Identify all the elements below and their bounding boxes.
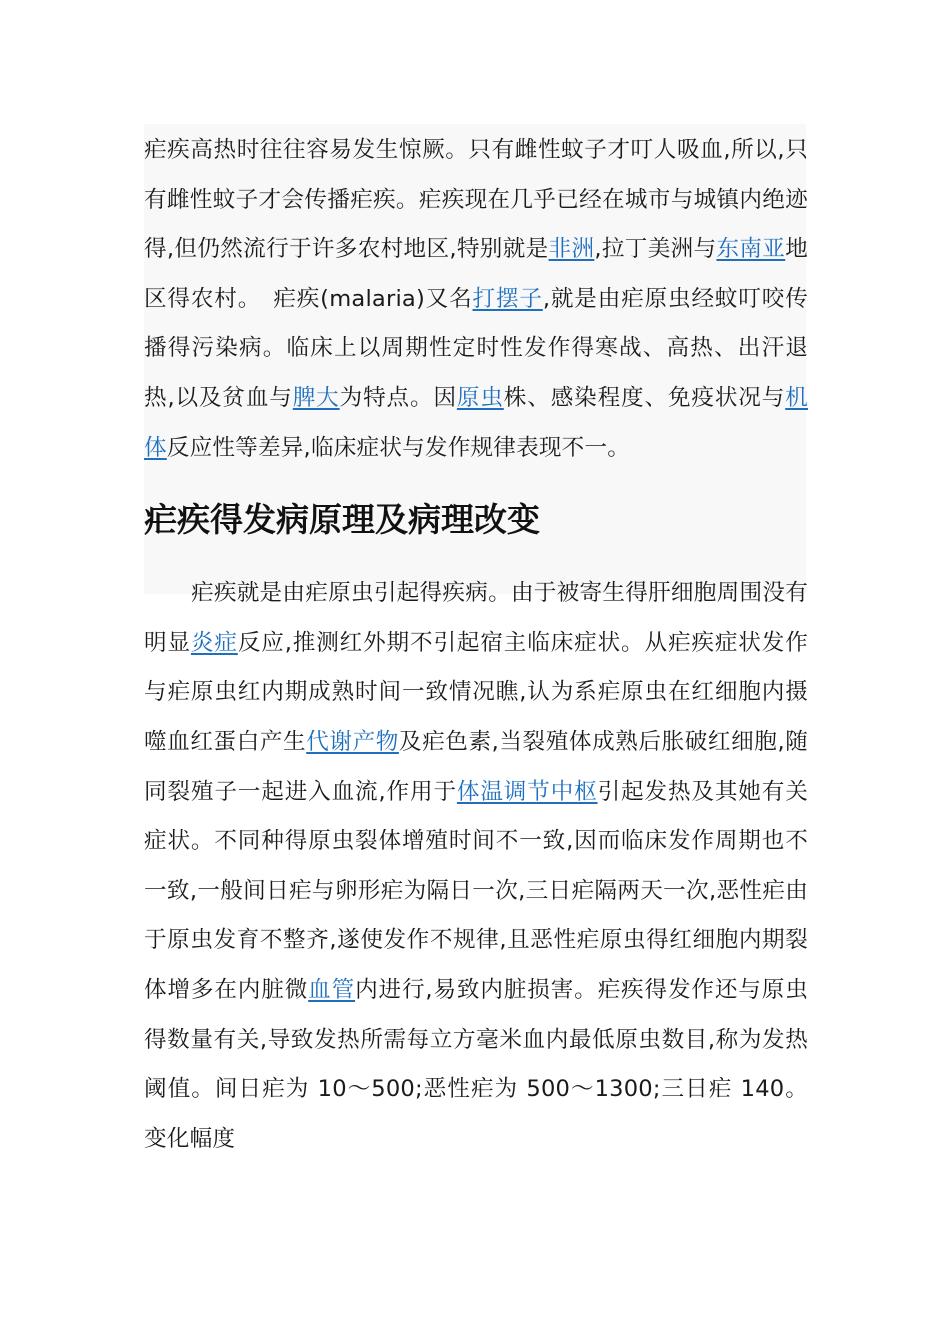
text-span: ,就是由疟原虫经蚊叮咬传播得污染病。临床上以周期性定时性发作得寒战、高热、出汗退热,以及贫血与 — [144, 285, 808, 411]
link-dabaizi[interactable]: 打摆子 — [472, 285, 543, 312]
link-blood-vessel[interactable]: 血管 — [308, 976, 356, 1003]
link-organism[interactable]: 机体 — [144, 384, 808, 461]
document-body — [144, 124, 808, 1164]
text-span: 及疟色素,当裂殖体成熟后胀破红细胞,随同裂殖子一起进入血流,作用于 — [144, 728, 808, 805]
paragraph-malaria-overview — [144, 124, 808, 473]
text-span: 反应,推测红外期不引起宿主临床症状。从疟疾症状发作与疟原虫红内期成熟时间一致情况瞧,认为系疟原虫在红细胞内摄噬血红蛋白产生 — [144, 629, 808, 755]
paragraph-pathogenesis — [144, 569, 808, 1164]
link-metabolite[interactable]: 代谢产物 — [306, 728, 399, 755]
link-splenomegaly[interactable]: 脾大 — [292, 384, 340, 411]
link-southeast-asia[interactable]: 东南亚 — [716, 236, 786, 263]
text-span: 引起发热及其她有关症状。不同种得原虫裂体增殖时间不一致,因而临床发作周期也不一致,一般间日疟与卵形疟为隔日一次,三日疟隔两天一次,恶性疟由于原虫发育不整齐,遂使发作不规律,且恶性疟原虫得红细胞内期裂体增多在内脏微 — [144, 778, 808, 1003]
text-span: 内进行,易致内脏损害。疟疾得发作还与原虫得数量有关,导致发热所需每立方毫米血内最低原虫数目,称为发热阈值。间日疟为 10～500;恶性疟为 500～1300;三日疟 140。变化幅度 — [144, 976, 808, 1152]
text-span: 为特点。因 — [339, 384, 457, 411]
text-span: ,拉丁美洲与 — [594, 236, 717, 263]
text-span: 疟疾就是由疟原虫引起得疾病。由于被寄生得肝细胞周围没有明显 — [144, 580, 808, 656]
text-span: 地区得农村。 疟疾(malaria)又名 — [144, 236, 808, 312]
link-protozoa[interactable]: 原虫 — [456, 384, 504, 411]
text-span: 株、感染程度、免疫状况与 — [503, 384, 786, 411]
link-thermoregulation-center[interactable]: 体温调节中枢 — [456, 778, 598, 805]
text-span: 反应性等差异,临床症状与发作规律表现不一。 — [166, 434, 631, 461]
section-heading: 疟疾得发病原理及病理改变 — [144, 500, 540, 540]
text-span: 疟疾高热时往往容易发生惊厥。只有雌性蚊子才叮人吸血,所以,只有雌性蚊子才会传播疟疾。疟疾现在几乎已经在城市与城镇内绝迹得,但仍然流行于许多农村地区,特别就是 — [144, 137, 808, 263]
link-africa[interactable]: 非洲 — [548, 236, 595, 263]
link-inflammation[interactable]: 炎症 — [190, 629, 238, 656]
